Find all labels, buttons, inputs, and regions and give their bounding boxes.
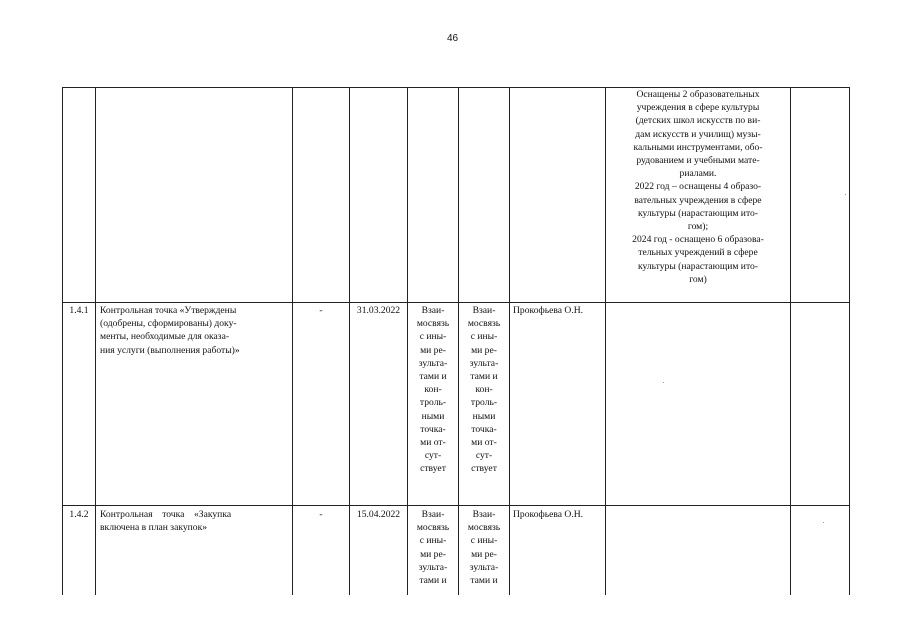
col-border	[605, 87, 606, 595]
result-description	[607, 88, 789, 286]
text-line: ми ре-	[420, 548, 446, 560]
text-line: Оснащены 2 образовательных	[636, 89, 760, 100]
text-line: троль-	[470, 397, 498, 409]
text-line: тельных учреждений в сфере	[638, 247, 758, 259]
text-line: риалами.	[679, 168, 717, 180]
text-line: тами и	[419, 575, 447, 587]
text-line: зульта-	[418, 357, 448, 369]
text-line: ствует	[420, 463, 446, 475]
text-line: дам искусств и училищ) музы-	[635, 128, 761, 140]
text-line: с ины-	[419, 331, 447, 343]
text-line: культуры (нарастающим ито-	[637, 207, 759, 219]
text-line: мосвязь	[467, 318, 501, 330]
text-line: рудованием и учебными мате-	[636, 155, 760, 167]
col-border	[95, 87, 96, 595]
text-line: тами и	[470, 371, 498, 383]
text-line: кон-	[424, 384, 442, 396]
text-line: Контрольная точка «Закупка	[100, 509, 232, 520]
start-date: -	[319, 509, 323, 520]
row-divider-continuation	[62, 302, 850, 303]
text-line: учреждения в сфере культуры	[636, 102, 760, 114]
text-line: ствует	[471, 463, 497, 475]
predecessor-link	[408, 508, 458, 587]
text-line: ми от-	[471, 437, 497, 449]
text-line: гом);	[687, 221, 709, 233]
text-line: 2024 год - оснащено 6 образова-	[632, 234, 764, 246]
text-line: мосвязь	[467, 522, 501, 534]
text-line: гом)	[689, 273, 707, 285]
text-line: с ины-	[470, 535, 498, 547]
text-line: Взаи-	[472, 305, 496, 316]
text-line: ми ре-	[471, 548, 497, 560]
text-line: Взаи-	[472, 509, 496, 520]
text-line: ными	[472, 410, 496, 422]
responsible-person: Прокофьева О.Н.	[513, 509, 584, 520]
predecessor-link	[408, 304, 458, 476]
text-line: включена в план закупок»	[100, 522, 208, 534]
start-date: -	[319, 305, 323, 316]
col-border	[849, 87, 850, 595]
successor-link	[459, 304, 509, 476]
text-line: точка-	[471, 423, 497, 435]
scan-speck	[663, 382, 664, 383]
successor-link	[459, 508, 509, 587]
text-line: сут-	[424, 450, 442, 462]
text-line: зульта-	[469, 357, 499, 369]
text-line: (детских школ искусств по ви-	[635, 115, 761, 127]
row-divider-1-4-1	[62, 505, 850, 506]
checkpoint-name	[100, 304, 289, 357]
text-line: ния услуги (выполнения работы)»	[100, 344, 240, 356]
text-line: сут-	[475, 450, 493, 462]
col-border	[509, 87, 510, 595]
text-line: Контрольная точка «Утверждены	[100, 305, 237, 316]
text-line: тами и	[419, 371, 447, 383]
text-line: мосвязь	[416, 522, 450, 534]
text-line: ми от-	[420, 437, 446, 449]
text-line: тами и	[470, 575, 498, 587]
end-date: 31.03.2022	[356, 305, 401, 316]
text-line: вательных учреждения в сфере	[634, 194, 762, 206]
text-line: мосвязь	[416, 318, 450, 330]
text-line: троль-	[419, 397, 447, 409]
col-border	[790, 87, 791, 595]
text-line: зульта-	[418, 561, 448, 573]
page-number: 46	[446, 33, 459, 44]
text-line: 2022 год – оснащены 4 образо-	[634, 181, 762, 193]
text-line: ми ре-	[471, 344, 497, 356]
text-line: менты, необходимые для оказа-	[100, 331, 230, 343]
text-line: Взаи-	[421, 305, 445, 316]
text-line: ми ре-	[420, 344, 446, 356]
text-line: ными	[421, 410, 445, 422]
text-line: Взаи-	[421, 509, 445, 520]
checkpoint-name	[100, 508, 289, 534]
text-line: с ины-	[419, 535, 447, 547]
end-date: 15.04.2022	[356, 509, 401, 520]
scan-speck	[845, 194, 846, 195]
row-number: 1.4.2	[69, 509, 89, 520]
row-number: 1.4.1	[69, 305, 89, 316]
text-line: кальными инструментами, обо-	[633, 141, 763, 153]
scan-speck	[823, 522, 824, 523]
text-line: (одобрены, сформированы) доку-	[100, 318, 237, 330]
text-line: кон-	[475, 384, 493, 396]
text-line: с ины-	[470, 331, 498, 343]
text-line: культуры (нарастающим ито-	[637, 260, 759, 272]
text-line: точка-	[420, 423, 446, 435]
text-line: зульта-	[469, 561, 499, 573]
responsible-person: Прокофьева О.Н.	[513, 305, 584, 316]
